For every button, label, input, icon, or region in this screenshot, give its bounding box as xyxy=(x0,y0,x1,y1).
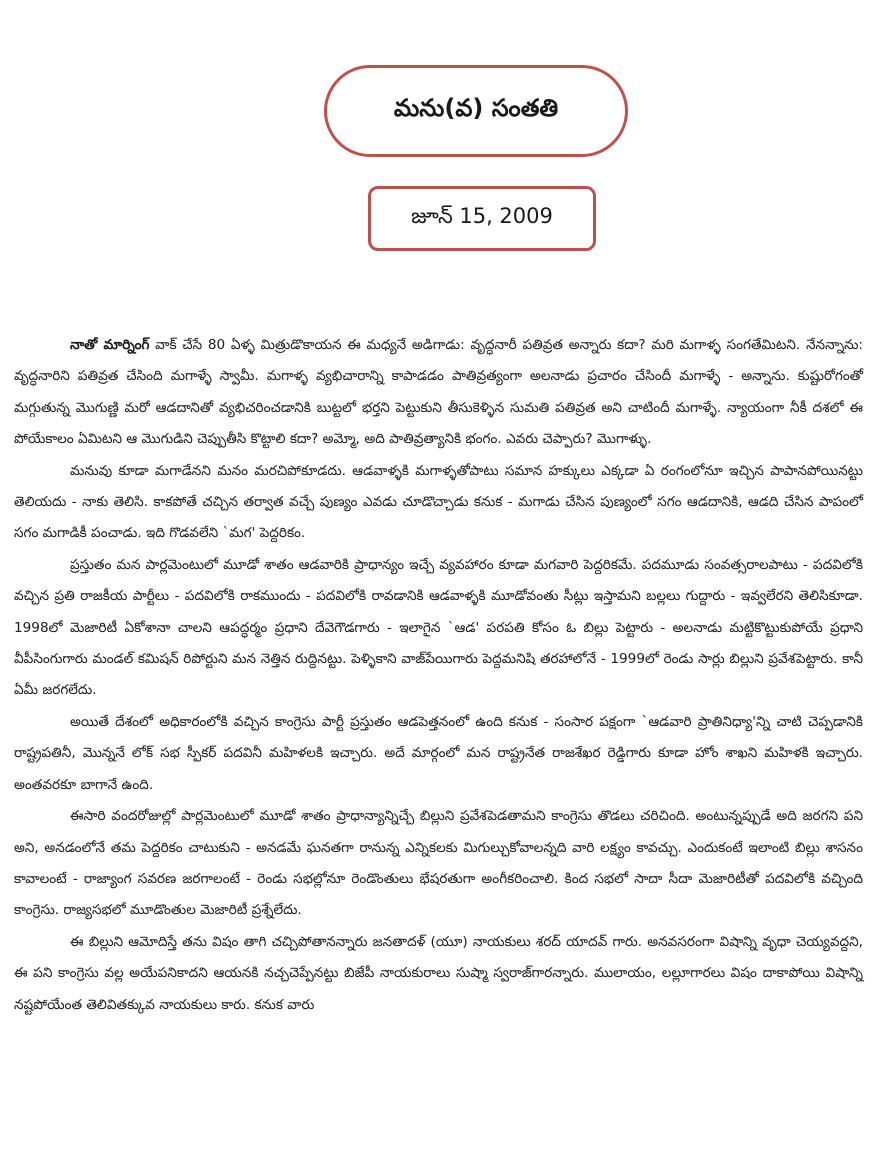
paragraph-6: ఈ బిల్లుని ఆమోదిస్తే తను విషం తాగి చచ్చిపోతానన్నారు జనతాదళ్ (యూ) నాయకులు శరద్ యాదవ్ గారు. అనవసరంగా విషాన్ని వృధా చెయ్యవద్దని, ఈ పని కాంగ్రెసు వల్ల అయేపనికాదని ఆయనకి నచ్చచెప్పేనట్టు బిజేపీ నాయకురాలు సుష్మా స్వరాజ్‌గారన్నారు. ములాయం, లల్లూగారలు విషం దాకాపోయి విషాన్ని నష్టపోయేంత తెలివితక్కువ నాయకులు కారు. కనుక వారు xyxy=(14,933,863,1013)
paragraph-3: ప్రస్తుతం మన పార్లమెంటులో మూడో శాతం ఆడవారికి ప్రాధాన్యం ఇచ్చే వ్యవహారం కూడా మగవారి పెద్దరికమే. పదమూడు సంవత్సరాలపాటు - పదవిలోకి వచ్చిన ప్రతి రాజకీయ పార్టీలు - పదవిలోకి రాకముందు - పదవిలోకి రావడానికి ఆడవాళ్ళకి మూడోవంతు సీట్లు ఇస్తామని బల్లలు గుద్దారు - ఇవ్వలేరని తెలిసికూడా. 1998లో మెజారిటీ ఏకోశానా చాలని ఆపద్ధర్మం ప్రధాని దేవెగౌడగారు - ఇలాగైన `ఆడ' పరపతి కోసం ఓ బిల్లు పెట్టారు - అలనాడు మట్టికొట్టుకుపోయే ప్రధాని వీపీసింగుగారు మండల్ కమిషన్ రిపోర్టుని మన నెత్తిన రుద్దినట్టు. పెళ్ళికాని వాజ్‌పేయిగారు పెద్దమనిషి తరహాలోనే - 1999లో రెండు సార్లు బిల్లుని ప్రవేశపెట్టారు. కానీ ఏమీ జరగలేదు. xyxy=(14,556,863,699)
paragraph-1-text: వాక్ చేసే 80 ఏళ్ళ మిత్రుడొకాయన ఈ మధ్యనే అడిగాడు: వృద్ధనారీ పతివ్రత అన్నారు కదా? మరి మగాళ్ళ సంగతేమిటని. నేనన్నాను: వృద్ధనారిని పతివ్రత చేసింది మగాళ్ళే స్వామీ. మగాళ్ళ వ్యభిచారాన్ని కాపాడడం పాతివ్రత్యంగా అలనాడు ప్రచారం చేసిందీ మగాళ్ళే - అన్నాను. కుష్టురోగంతో మగ్గుతున్న మొగుణ్ణి మరో ఆడదానితో వ్యభిచరించడానికి బుట్టలో భర్తని పెట్టుకుని తీసుకెళ్ళిన సుమతి పతివ్రత అని చాటిందీ మగాళ్ళే. న్యాయంగా నీకీ దశలో ఈ పోయేకాలం ఏమిటని ఆ మొగుడిని చెప్పుతీసి కొట్టాలి కదా? అమ్మో, అది పాతివ్రత్యానికి భంగం. ఎవరు చెప్పారు? మొగాళ్ళు. xyxy=(14,337,863,448)
paragraph-5: ఈసారి వందరోజుల్లో పార్లమెంటులో మూడో శాతం ప్రాధాన్యాన్నిచ్చే బిల్లుని ప్రవేశపెడతామని కాంగ్రెసు తొడలు చరిచింది. అంటున్నప్పుడే అది జరగని పని అని, అనడంలోనే తమ పెద్దరికం చాటుకుని - అనడమే ఘనతగా రానున్న ఎన్నికలకు మిగుల్చుకోవాలన్నది వారి లక్ష్యం కావచ్చు. ఎందుకంటే ఇలాంటి బిల్లు శాసనం కావాలంటే - రాజ్యాంగ సవరణ జరగాలంటే - రెండు సభల్లోనూ రెండొంతులు భేషరతుగా అంగీకరించాలి. కింద సభలో సాదా సీదా మెజారిటీతో పదవిలోకి వచ్చింది కాంగ్రెసు. రాజ్యసభలో మూడొంతుల మెజారిటీ ప్రశ్నేలేదు. xyxy=(14,808,863,919)
page-title xyxy=(324,65,628,157)
paragraph-2: మనువు కూడా మగాడేనని మనం మరచిపోకూడదు. ఆడవాళ్ళకి మగాళ్ళతోపాటు సమాన హక్కులు ఎక్కడా ఏ రంగంలోనూ ఇచ్చిన పాపానపోయినట్టు తెలియదు - నాకు తెలిసి. కాకపోతే చచ్చిన తర్వాత వచ్చే పుణ్యం ఎవడు చూడొచ్చాడు కనుక - మగాడు చేసిన పుణ్యంలో సగం ఆడదానికి, ఆడది చేసిన పాపంలో సగం మగాడికీ పంచాడు. ఇది గొడవలేని `మగ' పెద్దరికం. xyxy=(14,462,863,542)
page-title-text: మను(వ) సంతతి xyxy=(393,94,559,122)
paragraph-4: అయితే దేశంలో అధికారంలోకి వచ్చిన కాంగ్రెసు పార్టీ ప్రస్తుతం ఆడపెత్తనంలో ఉంది కనుక - సంసార పక్షంగా `ఆడవారి ప్రాతినిధ్యా'న్ని చాటి చెప్పడానికి రాష్ట్రపతినీ, మొన్ననే లోక్ సభ స్పీకర్ పదవినీ మహిళలకి ఇచ్చారు. అదే మార్గంలో మన రాష్ట్రనేత రాజశేఖర రెడ్డిగారు కూడా హోం శాఖని మహిళకి ఇచ్చారు. అంతవరకూ బాగానే ఉంది. xyxy=(14,713,863,793)
lead-text: నాతో మార్నింగ్ xyxy=(70,337,150,353)
article-body xyxy=(14,330,863,1021)
paragraph-1 xyxy=(14,330,863,456)
post-date xyxy=(368,186,596,251)
post-date-text: జూన్ 15, 2009 xyxy=(411,203,553,228)
